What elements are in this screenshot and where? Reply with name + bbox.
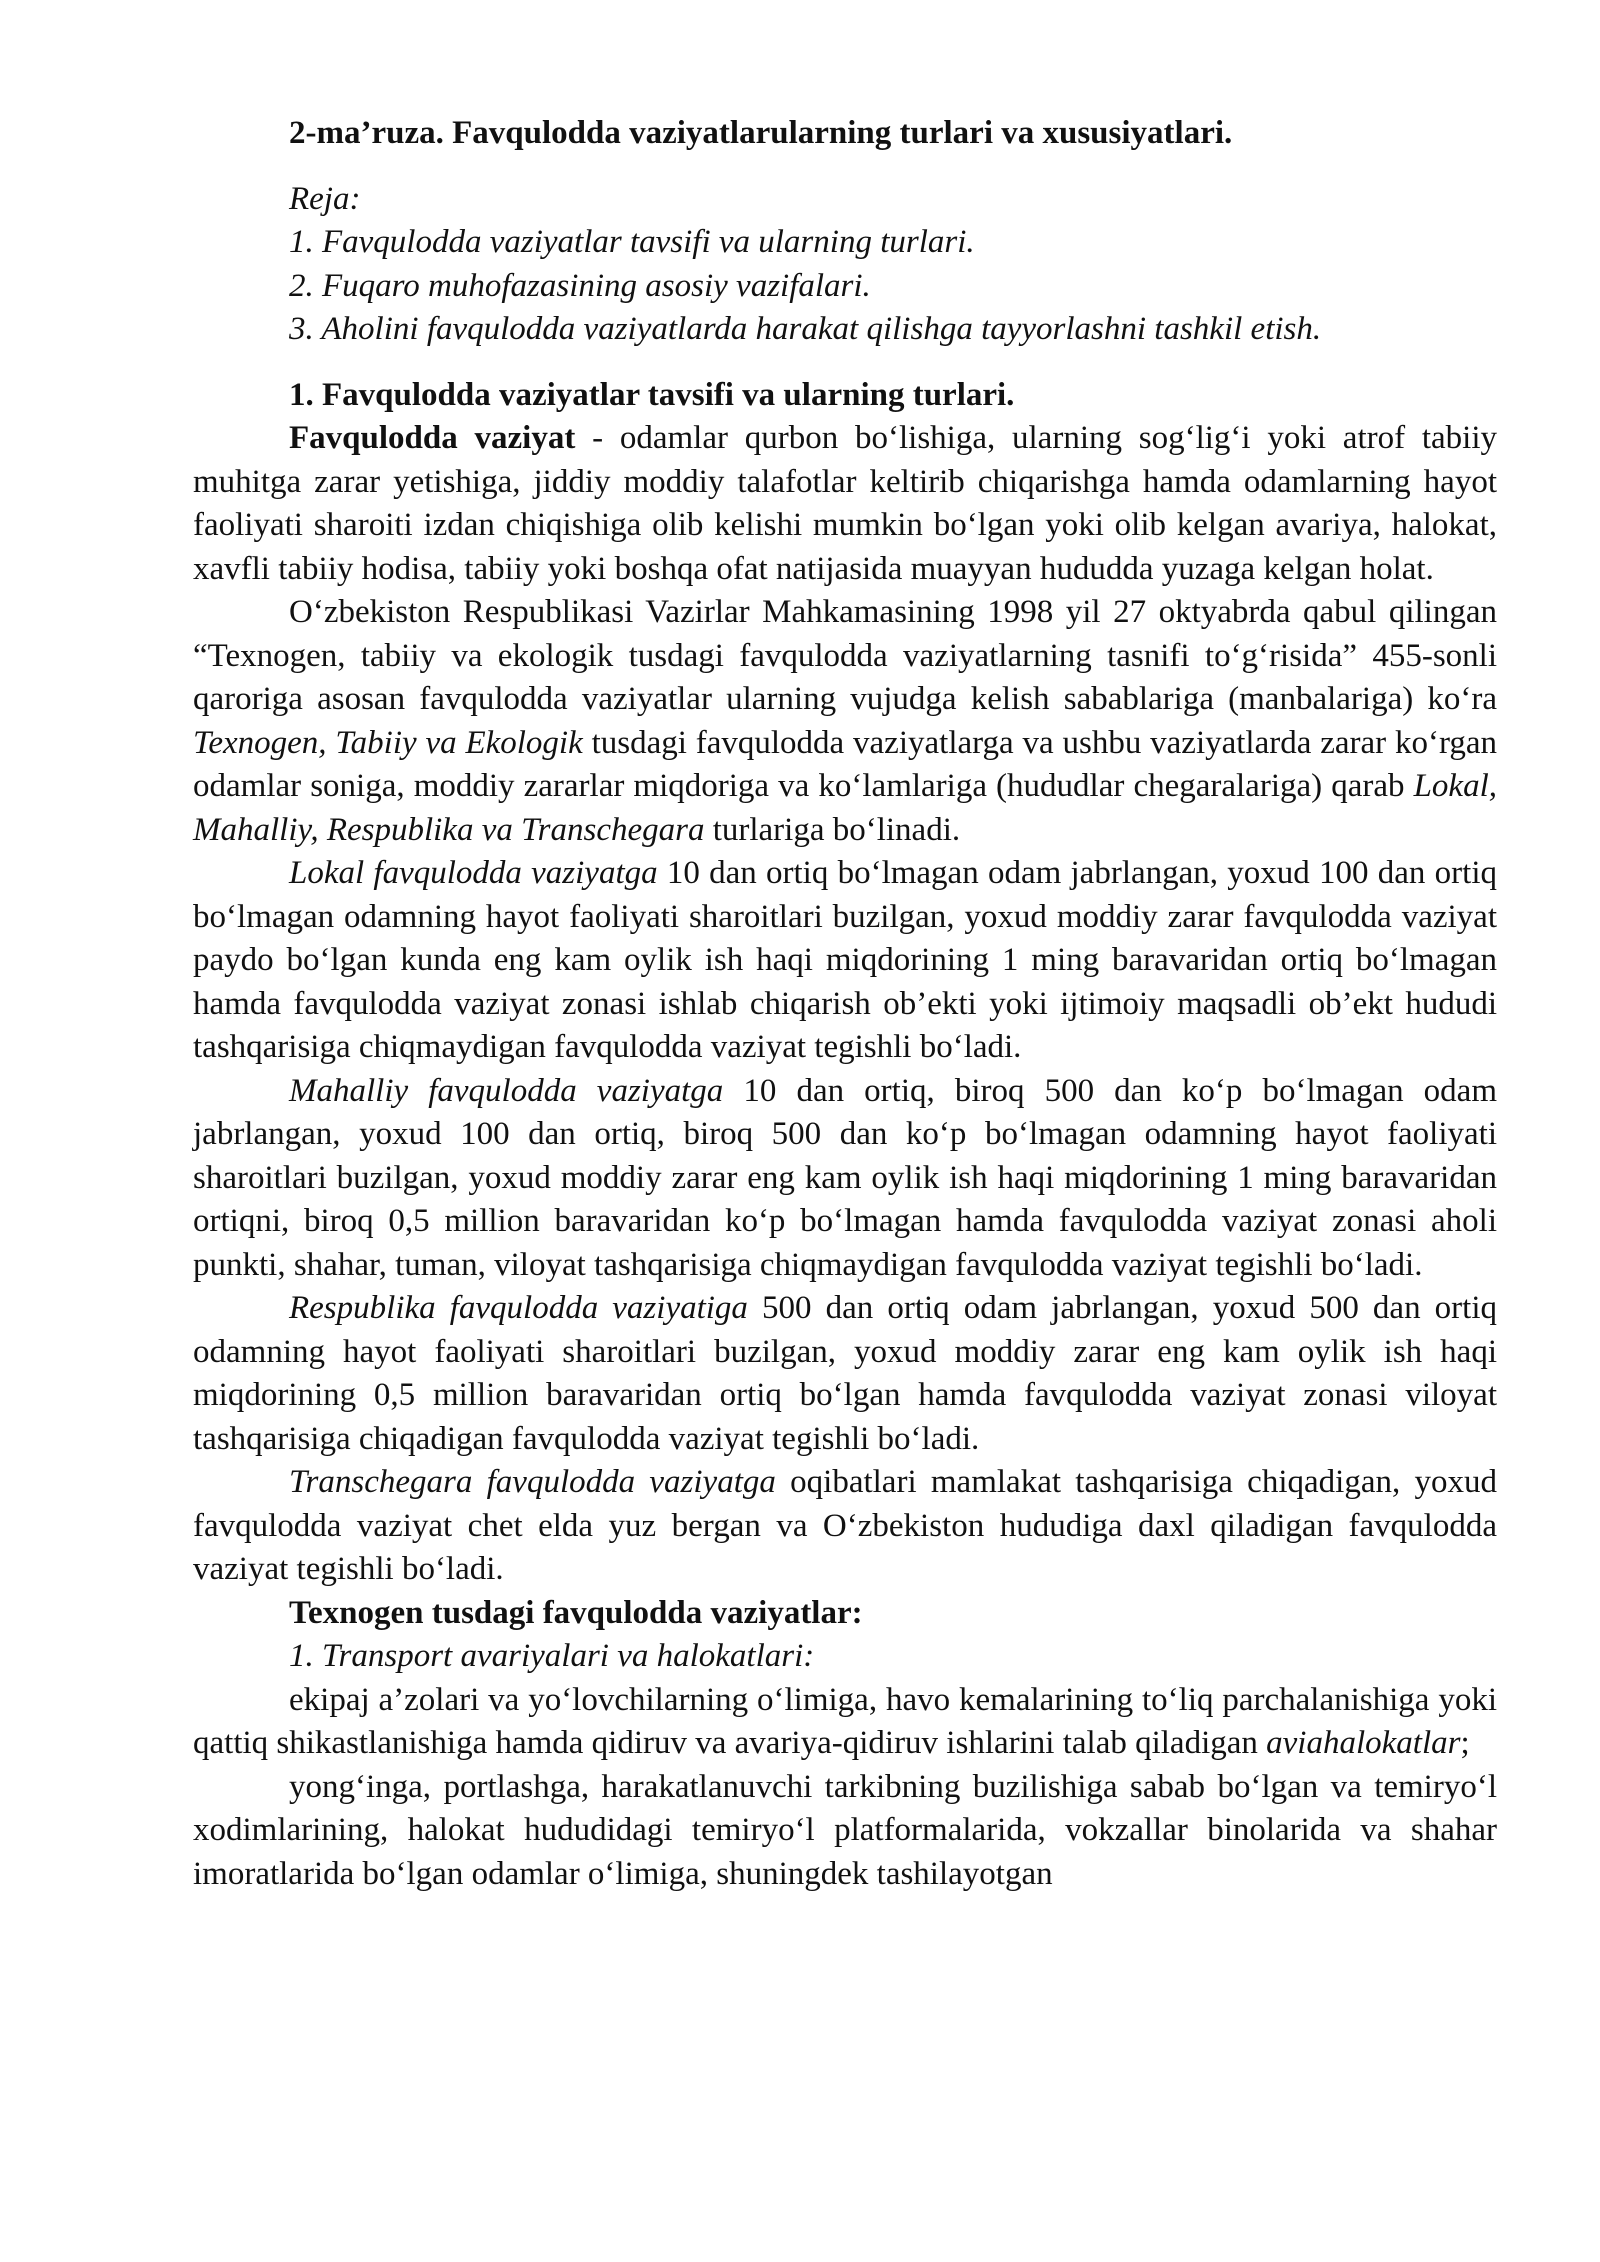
emphasis-origin-types: Texnogen, Tabiiy va Ekologik: [193, 724, 583, 761]
paragraph-definition: [193, 417, 1497, 591]
term-aviation: aviahalokatlar: [1266, 1725, 1461, 1761]
term-local: Lokal favqulodda vaziyatga: [289, 855, 658, 891]
term-republic: Respublika favqulodda vaziyatiga: [289, 1290, 748, 1326]
paragraph-text: oqibatlari mamlakat tashqarisiga chiqadigan, yoxud favqulodda vaziyat chet elda yuz bergan va O‘zbekiston hududiga daxl qiladigan favqulodda vaziyat tegishli bo‘ladi.: [193, 1464, 1497, 1587]
subheading-technogenic: Texnogen tusdagi favqulodda vaziyatlar:: [289, 1594, 863, 1631]
emphasis-scale-types: Lokal, Mahalliy, Respublika va Transchegara: [193, 768, 1497, 848]
paragraph-text: yong‘inga, portlashga, harakatlanuvchi tarkibning buzilishiga sabab bo‘lgan va temiryo‘l xodimlarining, halokat hududidagi temiryo‘l platformalarida, vokzallar binolarida va shahar imoratlarida bo‘lgan odamlar o‘limiga, shuningdek tashilayotgan: [193, 1768, 1497, 1892]
spacer: [193, 156, 1497, 178]
paragraph-transboundary: [193, 1461, 1497, 1592]
term-regional: Mahalliy favqulodda vaziyatga: [289, 1072, 724, 1109]
section-heading: 1. Favqulodda vaziyatlar tavsifi va ularning turlari.: [289, 376, 1015, 413]
term-emergency: Favqulodda vaziyat: [289, 420, 576, 456]
paragraph-text: tusdagi favqulodda vaziyatlarga va ushbu vaziyatlarda zarar ko‘rgan odamlar soniga, moddiy zararlar miqdoriga va ko‘lamlariga (hududlar chegaralariga) qarab: [193, 724, 1497, 804]
document-title: 2-ma’ruza. Favqulodda vaziyatlarularning turlari va xususiyatlari.: [289, 115, 1233, 151]
sublist-item-transport: 1. Transport avariyalari va halokatlari:: [289, 1638, 815, 1674]
paragraph-regional: [193, 1070, 1497, 1288]
paragraph-text: ;: [1460, 1725, 1470, 1761]
paragraph-text: O‘zbekiston Respublikasi Vazirlar Mahkamasining 1998 yil 27 oktyabrda qabul qilingan “Texnogen, tabiiy va ekologik tusdagi favqulodda vaziyatlarning tasnifi to‘g‘risida” 455-sonli qaroriga asosan favqulodda vaziyatlar ularning vujudga kelish sabablariga (manbalariga) ko‘ra: [193, 594, 1497, 717]
paragraph-aviation: [193, 1679, 1497, 1766]
paragraph-railway: [193, 1766, 1497, 1897]
spacer: [193, 352, 1497, 374]
term-transboundary: Transchegara favqulodda vaziyatga: [289, 1464, 776, 1500]
document-body: [193, 112, 1497, 1896]
paragraph-classification: [193, 591, 1497, 852]
plan-label: Reja:: [289, 180, 361, 217]
paragraph-text: 10 dan ortiq bo‘lmagan odam jabrlangan, yoxud 100 dan ortiq bo‘lmagan odamning hayot faoliyati sharoitlari buzilgan, yoxud moddiy zarar favqulodda vaziyat paydo bo‘lgan kunda eng kam oylik ish haqi miqdorining 1 ming baravaridan ortiq bo‘lmagan hamda favqulodda vaziyat zonasi ishlab chiqarish ob’ekti yoki ijtimoiy maqsadli ob’ekt hududi tashqarisiga chiqmaydigan favqulodda vaziyat tegishli bo‘ladi.: [193, 855, 1497, 1065]
paragraph-local: [193, 852, 1497, 1070]
plan-item-3: 3. Aholini favqulodda vaziyatlarda harakat qilishga tayyorlashni tashkil etish.: [289, 311, 1322, 347]
paragraph-text: 500 dan ortiq odam jabrlangan, yoxud 500 dan ortiq odamning hayot faoliyati sharoitlari buzilgan, yoxud moddiy zarar eng kam oylik ish haqi miqdorining 0,5 million baravaridan ortiq bo‘lgan hamda favqulodda vaziyat zonasi viloyat tashqarisiga chiqadigan favqulodda vaziyat tegishli bo‘ladi.: [193, 1290, 1497, 1457]
plan-item-2: 2. Fuqaro muhofazasining asosiy vazifalari.: [289, 267, 871, 304]
paragraph-text: ekipaj a’zolari va yo‘lovchilarning o‘limiga, havo kemalarining to‘liq parchalanishiga yoki qattiq shikastlanishiga hamda qidiruv va avariya-qidiruv ishlarini talab qiladigan: [193, 1681, 1497, 1761]
paragraph-text: - odamlar qurbon bo‘lishiga, ularning sog‘lig‘i yoki atrof tabiiy muhitga zarar yetishiga, jiddiy moddiy talafotlar keltirib chiqarishga hamda odamlarning hayot faoliyati sharoiti izdan chiqishiga olib kelishi mumkin bo‘lgan yoki olib kelgan avariya, halokat, xavfli tabiiy hodisa, tabiiy yoki boshqa ofat natijasida muayyan hududda yuzaga kelgan holat.: [193, 420, 1498, 587]
paragraph-republic: [193, 1287, 1497, 1461]
paragraph-text: turlariga bo‘linadi.: [704, 811, 961, 848]
paragraph-text: 10 dan ortiq, biroq 500 dan ko‘p bo‘lmagan odam jabrlangan, yoxud 100 dan ortiq, biroq 500 dan ko‘p bo‘lmagan odamning hayot faoliyati sharoitlari buzilgan, yoxud moddiy zarar eng kam oylik ish haqi miqdorining 1 ming baravaridan ortiqni, biroq 0,5 million baravaridan ko‘p bo‘lmagan hamda favqulodda vaziyat zonasi aholi punkti, shahar, tuman, viloyat tashqarisiga chiqmaydigan favqulodda vaziyat tegishli bo‘ladi.: [193, 1072, 1498, 1283]
plan-item-1: 1. Favqulodda vaziyatlar tavsifi va ularning turlari.: [289, 224, 975, 260]
